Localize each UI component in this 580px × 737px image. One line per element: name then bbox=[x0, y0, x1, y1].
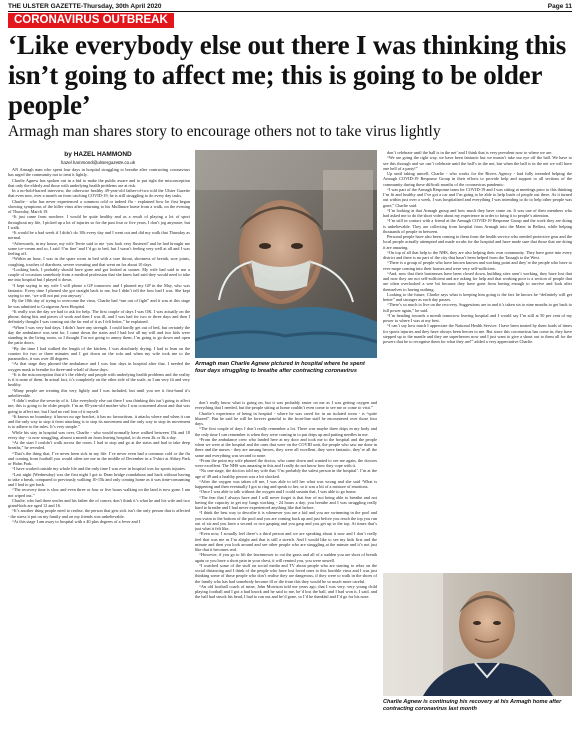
article-column-3 bbox=[383, 150, 572, 570]
article-paragraph: “Many people are treating this very lightly and I was included, but until you see it first-hand it’s unbelievable. bbox=[8, 387, 190, 398]
article-paragraph: Charlie Agnew has spoken out in a bid to make the public aware and to put right the misconception that only the elderly and those with underlying health problems are at risk. bbox=[8, 177, 190, 188]
article-paragraph: Charlie, who had three uncles and his father die of cancer, don’t think it’s what he and his wife and two grand-kids are aged 12 and 16. bbox=[8, 497, 190, 508]
article-paragraph: “We are going the right way, we have been fantastic but we mustn’t take our eye off the ball. We have to see this through and we can’t celebrate until the ball’s in the net, but when the ball is in the net we will have one hell of a party!” bbox=[383, 155, 572, 171]
article-paragraph: “Looking back, I probably should have gone and got looked at sooner. My wife had said to me a couple of occasions somebody from a medical profession that she knew had said they would need to take me into hospital but I played it down. bbox=[8, 266, 190, 283]
article-column-1 bbox=[8, 167, 190, 733]
article-paragraph: “That’s the thing that, I’ve never been sick in my life. I’ve never even had a common cold or the flu and coming from football you would often see me in the middle of December in a T-shirt at Abbey Park or Holm Park. bbox=[8, 450, 190, 466]
article-paragraph: “I didn’t realise the severity of it. Like everybody else out there I was thinking this isn’t going to affect me; this is going to be older people. I’m an 85-year-old mother who I was concerned about and that was going to affect me, but I had no real fear of it myself. bbox=[8, 398, 190, 414]
article-paragraph: “I kept saying to my wife I will phone a GP tomorrow and I phoned my GP in the May, who was fantastic. Every time I phoned she got straight back to me, but I didn’t tell the how bad I was. She kept saying to me, ‘we will not put you anyway’. bbox=[8, 282, 190, 298]
article-paragraph: “It just came from nowhere. I would be quite healthy and as a result of playing a lot of sport throughout my life, I picked up a lot of injuries so for the past four or five years, I don’t jog anymore, but I walk. bbox=[8, 214, 190, 230]
hospital-photo-image bbox=[195, 150, 377, 358]
article-paragraph: “Once I was able to talk without the oxygen and I could sustain that, I was able to go home. bbox=[199, 489, 357, 495]
article-paragraph: “At this stage I am away to hospital with a 40 plus degrees of a fever and I bbox=[12, 518, 141, 524]
article-paragraph: Up until taking unwell, Charlie - who works for the Rivers Agency - had fully intended helping the Armagh COVID-19 Response Group in their efforts to provide help and support to all sections of the community during these difficult months of the coronavirus pandemic. bbox=[383, 171, 572, 187]
home-photo-image bbox=[383, 573, 572, 696]
article-paragraph: By the 10th day of trying to overcome the virus, Charlie had “run out of fight” and it was at this stage he was admitted to Craigavon Area Hospital. bbox=[8, 298, 190, 309]
article-paragraph: In a no-hold-barred interview, the otherwise healthy 49-year-old father-of-two told the Ulster Gazette that even now, over a month on from catching COVID-19, he is still struggling to do every day tasks. bbox=[8, 188, 190, 199]
article-paragraph: “Afterwards, in my house, my wife Terrie said to me ‘you look very flustered’ and he had brought me some ice-cream and so, I said ‘I’m fine’ and I’d go to bed, but I wasn’t feeling very well at all and I was feeling off. bbox=[8, 240, 190, 256]
headline: ‘Like everybody else out there I was thinking this isn’t going to affect me; this is going to be older people’ bbox=[8, 30, 567, 120]
article-paragraph: “I have worked outside my whole life and the only time I was ever in hospital was for sports injuries. bbox=[12, 466, 186, 472]
article-paragraph: “When I was very bad days, I didn’t have any strength. I could hardly get out of bed, but certainly the day the ambulance was sent for, I came down the stairs and I had lost all my will and two kids were standing in the living room, so I thought I’m not going to annoy them; I’m going to go down and open the patio doors. bbox=[8, 324, 190, 346]
article-paragraph: “However, if you go to lift the lawnmower to cut the grass and all of a sudden you are short of breath again or you have a short pain in your chest, it will remind you, you were unwell. bbox=[195, 552, 377, 563]
article-paragraph: “From the ambulance crew who landed here at my door and took me to the hospital and the people when we were at the hospital and the ones that were on the COVID unit, the people who saw me done in there and the nurses - they are unsung heroes, they were all excellent, they were fantastic, they’re all the same and everything was second to none. bbox=[195, 436, 377, 458]
header-rule bbox=[8, 11, 572, 12]
article-paragraph: Personal people have also been coming to them from the health service who needed protective gear and the local people actually attempted and made scrubs for the hospital and have made sure that those that are doing it are amazing. bbox=[383, 234, 572, 250]
article-paragraph: “Within an hour, I was in the spare room in bed with a sore throat, shortness of breath, sore joints, coughing, touches of diarrhoea, severe sweating and that went on for about 10 days. bbox=[8, 256, 190, 267]
article-paragraph: “I was part of the Armagh Response team for COVID-19 and I was sitting at meetings prior to this thinking I’m fit and healthy and I’ve got a car and I’m going to be able to help loads of people out there. As it turned out within just over a week, I was hospitalised and everything I was intending to do to help other people was gone,” Charlie said. bbox=[383, 186, 572, 208]
article-paragraph: “Even now, I actually feel there’s a third person and we are speaking about it now and I don’t really feel that was me as I’m alright and that is still a stretch. And I would like to see my kids first and the minute and then you look around and see other people who are struggling at the minute and it’s not just like that it becomes real. bbox=[195, 531, 377, 552]
article-paragraph: “I’m looking at that Armagh group and how much they have come on. It was one of their members who had asked me to do the short video about my experience in order to bring it to people’s attention. bbox=[383, 207, 572, 218]
article-paragraph: don’t celebrate until the ball is in the net’ and I think that is very prevalent now to where we are. bbox=[387, 150, 553, 155]
article-paragraph: “By the time I had walked the length of the kitchen, I was absolutely drying. I had to lean on the counter for two or three minutes and I got down on the sofa and when my wife took me to the paramedics, it was over 40 degrees. bbox=[8, 345, 190, 361]
article-paragraph: “And, now that their businesses have been closed down, building sites aren’t working, they have lost that and now they are not self-sufficient and are asking for help and that working poor is a section of people that are often overlooked a wee bit because they have gone from having enough to survive and look after themselves to having nothing. bbox=[383, 270, 572, 292]
article-paragraph: “The first couple of days I don’t really remember a lot. There was maybe three drips in my body and the only time I can remember is when they were coming in to put drips up and putting needles in me. bbox=[195, 426, 377, 437]
article-paragraph: “It’s another thing people need to realise, the person that gets sick isn’t the only person that is affected - the stress it put on my family and on my friends was unbelievable. bbox=[8, 508, 190, 519]
article-paragraph: “From the point my wife phoned the doctor, who came down and wanted to see me again, the doctors were excellent. The NHS was amazing in this and I really do not know how they cope with it. bbox=[195, 457, 377, 468]
article-paragraph: “An old football coach of mine, John Morrison told me years ago, that I was very, very young child playing football and I got a bad knock and he said to me, he’d lost the ball, and I had won it, I said, and the ball had struck his head, I had to run out and he’d gone, so I’d be thankful and I’d go for his nose. bbox=[195, 583, 377, 600]
article-paragraph: “There’s so much to live on the recovery. Suggestions are in and it’s taken six to nine months to get back to full power again,” he said. bbox=[383, 302, 572, 313]
article-paragraph: “It really was the day we had to ask for help. The first couple of days I was OK. I was actually on the phone, doing bits and pieces of work and then I was ill, and I was bad for two or three days and then I definitely thought I was coming out the far end of it as I felt better,” he explained. bbox=[8, 308, 190, 325]
article-paragraph: Charlie’s experience of being in hospital - where he was cared for in an isolated room - is “quite blurred”. But he said he will be forever grateful to the front-line staff he encountered over those four days. bbox=[195, 410, 377, 426]
publication-line: THE ULSTER GAZETTE-Thursday, 30th April 2020 bbox=[8, 3, 162, 10]
subheadline: Armagh man shares story to encourage others not to take virus lightly bbox=[8, 123, 441, 140]
photo-caption-home: Charlie Agnew is continuing his recovery at his Armagh home after contracting coronavirus last month bbox=[383, 699, 562, 712]
article-paragraph: “It knows no boundary, it knows no age bracket, it has no favouritism, it attacks where and when it can and the only way to stop it from attacking is to stop its movement and the only way to stop its movement is to adhere to the rules. It’s very simple.” bbox=[8, 413, 190, 430]
article-column-2 bbox=[195, 400, 377, 733]
article-paragraph: “Last night (Wednesday) was the first night I got to Dean bridge roundabout and back without having to take a break, compared to previously walking 10-15k and only coming home as it was time-consuming and I had to get back. bbox=[8, 471, 190, 487]
article-paragraph: Charlie - who has never experienced a common cold or indeed flu - explained how he first began showing symptoms of the killer virus after returning to his Mullinure home from a walk, on the evening of Thursday, March 19. bbox=[8, 198, 190, 214]
article-paragraph: “It is the misconception that it’s the elderly and people with underlying health problems and the reality is it is none of them. In actual fact, it’s completely on the other side of the scale, as I am very fit and very healthy. bbox=[8, 371, 190, 388]
article-paragraph: “There is a group of people who have known known and working point and they’re the people who have to ever mope coming into their houses and were very self-sufficient. bbox=[383, 260, 572, 271]
article-paragraph: “On top of all that help to the NHS, they are also helping their own community. They have gone into every district and there is no part of the city that hasn’t been helped from the Tassagh to the West. bbox=[383, 249, 572, 260]
article-paragraph: AN Armagh man who spent four days in hospital struggling to breathe after contracting coronavirus has urged the community not to treat it lightly. bbox=[8, 167, 190, 178]
author-email[interactable]: hazel.hammond@ulstergazette.co.uk bbox=[60, 160, 136, 165]
article-paragraph: “I’m still in contact with a friend at the Armagh COVID-19 Response Group and the work they are doing is unbelievable. They are collecting from hospital from Armagh into the Mater in Belfast, while helping thousands of people in between. bbox=[383, 218, 572, 234]
section-kicker: CORONAVIRUS OUTBREAK bbox=[8, 13, 174, 28]
page-number: Page 11 bbox=[547, 3, 572, 10]
article-paragraph: “I’m heading towards a month tomorrow leaving hospital and I would say I’m still at 50 per cent of my power to where I was at my best. bbox=[383, 312, 572, 323]
article-paragraph: “No one stage, the doctors told my wife that ‘I’m probably the safest person in the hospital’. I’m at the age of 49 and a healthy person was a bit shocked. bbox=[195, 468, 377, 479]
article-paragraph: “The fear that I always have and I will never forget is that fear of not being able to breathe and not having the capacity to get my lungs working - 24 hours a day, you breathe and I was struggling really hard to breathe and I had never experienced anything like that before. bbox=[195, 494, 377, 510]
photo-home bbox=[383, 573, 572, 696]
article-paragraph: “I can’t say how much I appreciate the National Health Service. I have been treated by them loads of times for sports injuries and they have always been heroes to me. But since this coronavirus has come in, they have stepped up to the mantle and they are superheroes now and I just want to give a shout out to them all for the powers that be to recognise them for what they are!” added a very appreciative Charlie. bbox=[383, 323, 572, 344]
article-paragraph: Looking to the future, Charlie says what is keeping him going is the fact he knows he “definitely will get better” and stronger as each day passes. bbox=[383, 291, 572, 302]
article-paragraph: “I think the best way to describe it is whenever you are a kid and you are swimming in the pool and you swim to the bottom of the pool and you are coming back up and just before you reach the top you run out of air and you have a second or two gasping and you gasp and you get up to the top. At times that’s just what it felt like. bbox=[195, 510, 377, 531]
photo-hospital bbox=[195, 150, 377, 358]
article-paragraph: “At the start I couldn’t walk across the room. I had to stop and go at the stairs and had to take deep breaths,” he revealed. bbox=[8, 440, 190, 451]
article-paragraph: “I watched some of the stuff on social media and TV about people who are starting to relax on the social distancing and I think of the people who have lost loved ones to this horrible virus and I was just thinking some of those people who don’t realise they are dangerous, if they were to walk in the shoes of the family who has had somebody become ill or die from this they would be so much more careful. bbox=[195, 562, 377, 584]
photo-caption-hospital: Armagh man Charlie Agnew pictured in hospital where he spent four days struggling to breathe after contracting coronavirus bbox=[195, 361, 365, 374]
byline: by HAZEL HAMMOND bbox=[64, 151, 132, 158]
article-paragraph: “It would be a bad week if I didn’t do 10k every day and I went out and did my walk that Thursday as normal. bbox=[8, 230, 190, 241]
article-paragraph: “The recovery time is slow and even three or four or five hours walking on the land is now gone. I am not wiped out.” bbox=[8, 487, 190, 498]
article-paragraph: While his stay in hospital was over, Charlie - who would normally have walked between 15k and 18 every day - is now struggling, almost a month on from leaving hospital, to do even 2k or 3k a day. bbox=[8, 429, 190, 440]
article-paragraph: “At that stage they phoned the ambulance and I was four days in hospital after that. I needed the oxygen mask to breathe for three-and-a-half of those days. bbox=[8, 361, 190, 372]
article-paragraph: don’t really know what is going on, but it was probably easier on me as I was getting oxygen and everything that I needed, but the people sitting at home couldn’t even come to see me or come to visit.” bbox=[195, 400, 377, 411]
article-paragraph: “After the oxygen was taken off me, I was able to tell her what was wrong and she said ‘What is happening and then eventually I got to ring and speak to her, so it was a bit of a mixture of emotions. bbox=[195, 478, 377, 489]
